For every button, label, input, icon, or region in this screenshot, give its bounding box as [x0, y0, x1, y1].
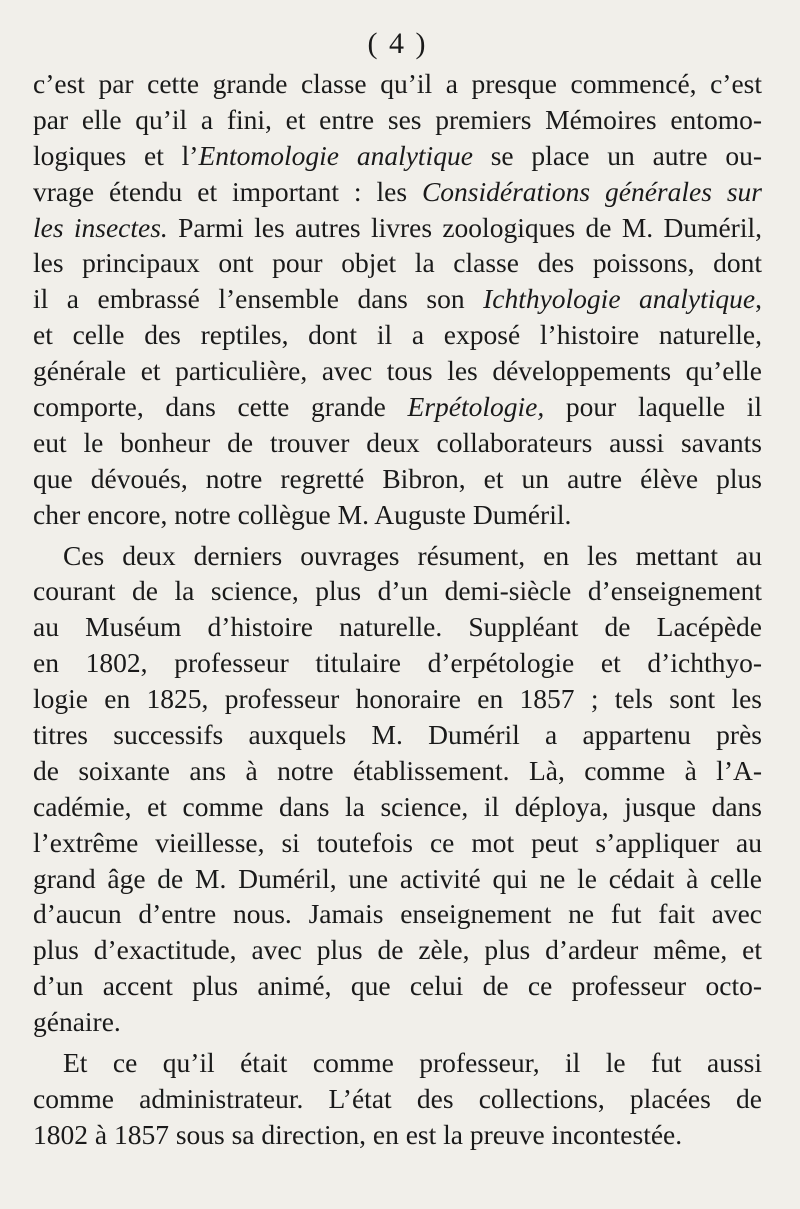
text-run: comme administrateur. L’état des collections, placées de — [33, 1082, 762, 1114]
text-line — [33, 645, 762, 681]
text-line — [33, 1004, 762, 1040]
text-run: d’aucun d’entre nous. Jamais enseignement ne fut fait avec — [33, 898, 762, 930]
paragraph — [33, 1045, 762, 1153]
text-line — [33, 896, 762, 932]
page-number: ( 4 ) — [367, 27, 428, 60]
text-run: cadémie, et comme dans la science, il déploya, jusque dans — [33, 790, 762, 822]
text-run: , — [755, 283, 762, 315]
text-run: de soixante ans à notre établissement. Là, comme à l’A- — [33, 754, 762, 786]
text-line — [33, 317, 762, 353]
text-run: les principaux ont pour objet la classe des poissons, dont — [33, 247, 762, 279]
italic-title: Ichthyologie analytique — [483, 283, 756, 315]
italic-title: Considérations générales sur — [421, 175, 762, 207]
text-run: logie en 1825, professeur honoraire en 1857 ; tels sont les — [33, 683, 762, 715]
text-run: comporte, dans cette grande — [33, 391, 408, 423]
text-line — [33, 353, 762, 389]
text-run: logiques et l’ — [33, 139, 199, 171]
text-run: se place un autre ou- — [472, 139, 762, 171]
text-run: par elle qu’il a fini, et entre ses premiers Mémoires entomo- — [33, 103, 762, 135]
text-run: il a embrassé l’ensemble dans son — [33, 283, 484, 315]
text-run: l’extrême vieillesse, si toutefois ce mot peut s’appliquer au — [33, 826, 762, 858]
text-line — [33, 210, 762, 246]
text-run: plus d’exactitude, avec plus de zèle, plus d’ardeur même, et — [33, 934, 762, 966]
text-run: génaire. — [33, 1006, 121, 1038]
text-run: d’un accent plus animé, que celui de ce professeur octo- — [33, 970, 762, 1002]
text-line — [33, 753, 762, 789]
italic-title: les insectes. — [33, 211, 168, 243]
text-line — [33, 461, 762, 497]
text-line — [33, 1117, 762, 1153]
text-line — [33, 1045, 762, 1081]
text-run: c’est par cette grande classe qu’il a presque commencé, c’est — [33, 68, 762, 99]
text-run: 1802 à 1857 sous sa direction, en est la preuve incontestée. — [33, 1118, 683, 1150]
text-run: titres successifs auxquels M. Duméril a appartenu près — [33, 719, 762, 751]
text-line — [33, 174, 762, 210]
text-line — [33, 681, 762, 717]
text-run: vrage étendu et important : les — [33, 175, 422, 207]
text-line — [33, 538, 762, 574]
text-run: courant de la science, plus d’un demi-siècle d’enseignement — [33, 575, 762, 607]
text-run: grand âge de M. Duméril, une activité qui ne le cédait à celle — [33, 862, 762, 894]
text-run: au Muséum d’histoire naturelle. Suppléant de Lacépède — [33, 611, 762, 643]
text-run: que dévoués, notre regretté Bibron, et un autre élève plus — [33, 462, 762, 494]
text-run: Parmi les autres livres zoologiques de M. Duméril, — [167, 211, 762, 243]
text-line — [33, 281, 762, 317]
text-line — [33, 861, 762, 897]
text-run: et celle des reptiles, dont il a exposé l’histoire naturelle, — [33, 319, 762, 351]
text-line — [33, 138, 762, 174]
italic-title: Erpétologie, — [407, 391, 545, 423]
text-line — [33, 1081, 762, 1117]
text-line — [33, 968, 762, 1004]
text-line — [33, 497, 762, 533]
text-run: générale et particulière, avec tous les développements qu’elle — [33, 355, 762, 387]
text-line — [33, 609, 762, 645]
text-line — [33, 66, 762, 102]
text-line — [33, 825, 762, 861]
paragraph — [33, 66, 762, 533]
text-line — [33, 245, 762, 281]
text-run: Ces deux derniers ouvrages résument, en les mettant au — [63, 539, 762, 571]
body-text — [33, 66, 762, 1153]
text-line — [33, 425, 762, 461]
text-line — [33, 573, 762, 609]
text-line — [33, 717, 762, 753]
italic-title: Entomologie analytique — [198, 139, 473, 171]
text-line — [33, 102, 762, 138]
text-line — [33, 389, 762, 425]
text-run: eut le bonheur de trouver deux collaborateurs aussi savants — [33, 426, 762, 458]
text-line — [33, 932, 762, 968]
text-run: pour laquelle il — [544, 391, 762, 423]
text-run: en 1802, professeur titulaire d’erpétologie et d’ichthyo- — [33, 647, 762, 679]
paragraph — [33, 538, 762, 1040]
text-run: Et ce qu’il était comme professeur, il le fut aussi — [63, 1047, 762, 1079]
text-run: cher encore, notre collègue M. Auguste Duméril. — [33, 498, 572, 530]
text-line — [33, 789, 762, 825]
